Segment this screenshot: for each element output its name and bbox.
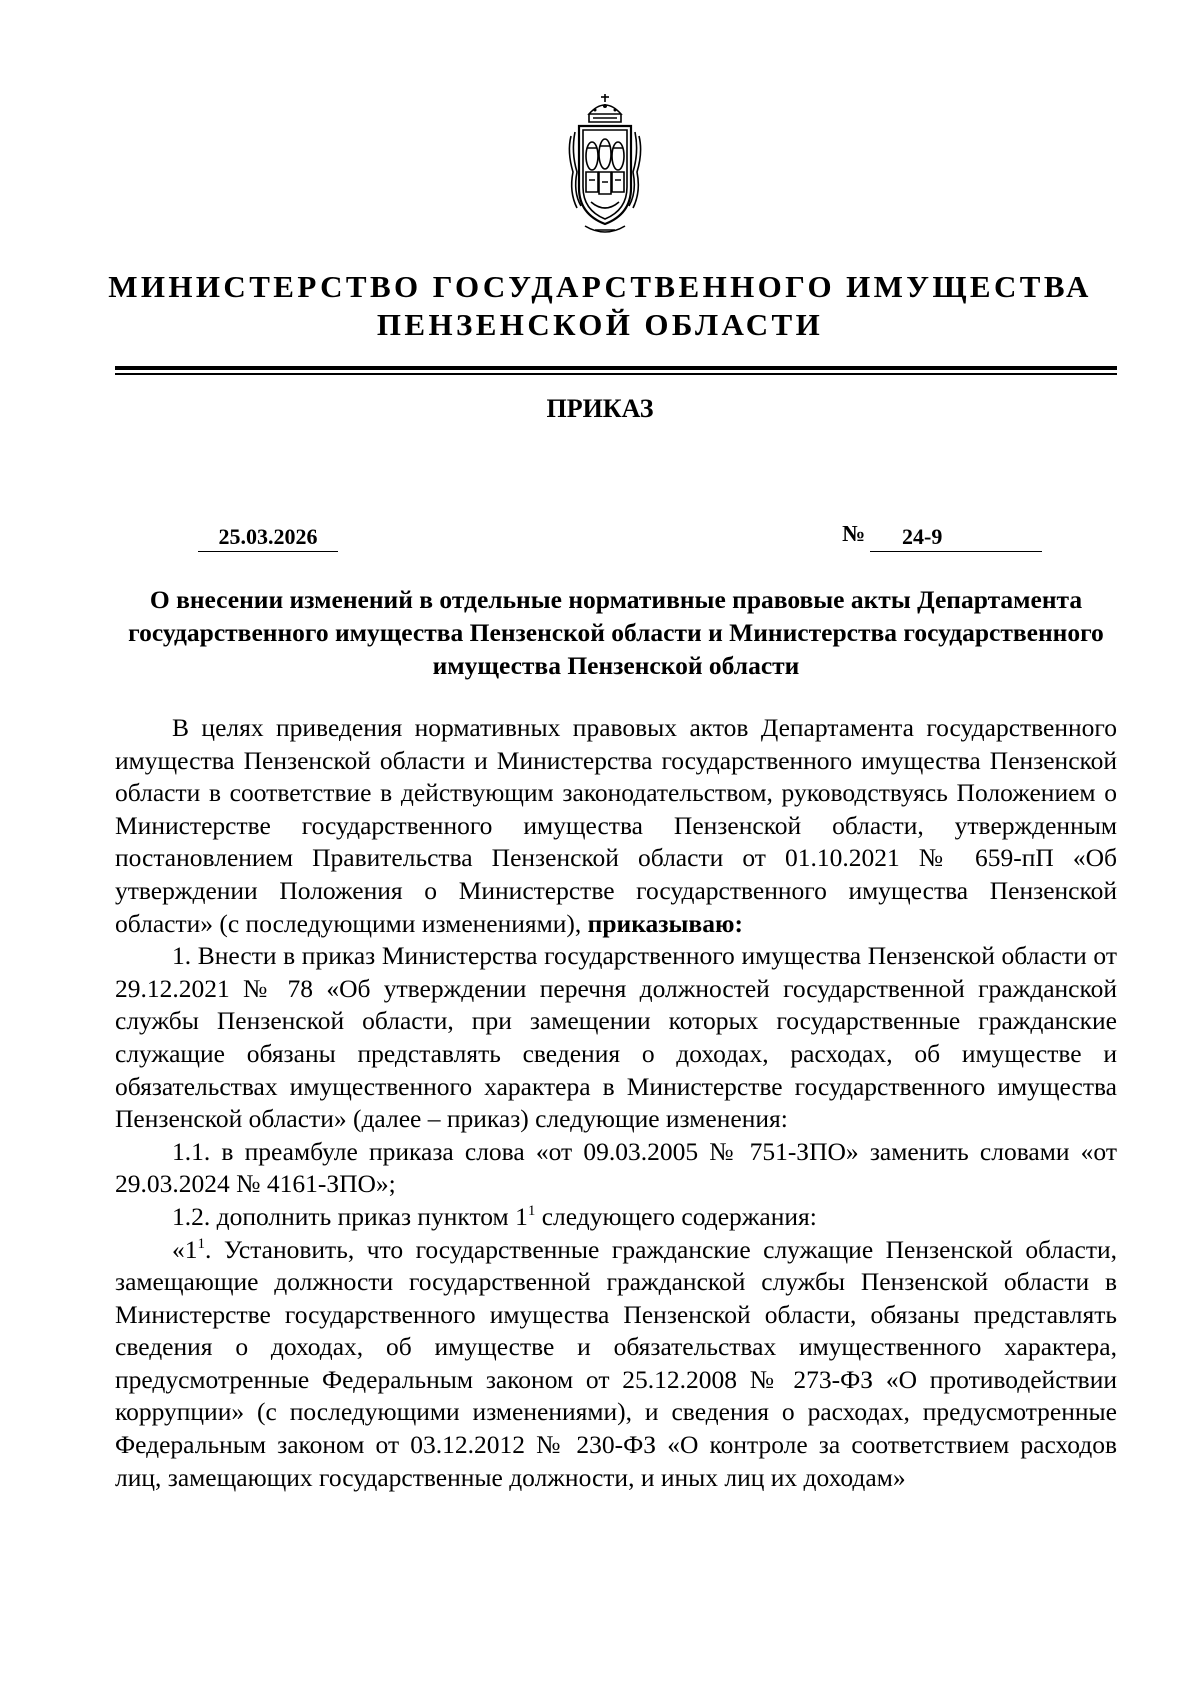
coat-of-arms-icon (565, 92, 645, 242)
organization-name-line-1: МИНИСТЕРСТВО ГОСУДАРСТВЕННОГО ИМУЩЕСТВА (108, 269, 1092, 304)
document-date: 25.03.2026 (198, 523, 338, 552)
item-1-2-text-b: следующего содержания: (535, 1201, 817, 1231)
paragraph-item-1-1: 1.1. в преамбуле приказа слова «от 09.03.2005 № 751-ЗПО» заменить словами «от 29.03.2024 № 4161-ЗПО»; (115, 1136, 1117, 1199)
paragraph-item-1: 1. Внести в приказ Министерства государственного имущества Пензенской области от 29.12.2021 № 78 «Об утверждении перечня должностей государственной гражданской службы Пензенской области, при замещении которых государственные гражданские служащие обязаны представлять сведения о доходах, расходах, об имуществе и обязательствах имущественного характера в Министерстве государственного имущества Пензенской области» (далее – приказ) следующие изменения: (115, 941, 1117, 1134)
document-number: 24-9 (902, 524, 943, 549)
paragraph-item-1-2 (115, 1201, 1117, 1234)
document-title: О внесении изменений в отдельные нормативные правовые акты Департамента государственного имущества Пензенской области и Министерства государственного имущества Пензенской области (128, 585, 1104, 680)
document-type: ПРИКАЗ (546, 394, 654, 423)
header-divider-thin (115, 373, 1117, 375)
header-divider-thick (115, 366, 1117, 370)
item-text-a: «1 (172, 1234, 198, 1264)
preamble-text: В целях приведения нормативных правовых актов Департамента государственного имущества Пензенской области и Министерства государственного имущества Пензенской области в соответствие в действующим законодательством, руководствуясь Положением о Министерстве государственного имущества Пензенской области, утвержденным постановлением Правительства Пензенской области от 01.10.2021 № 659-пП «Об утверждении Положения о Министерстве государственного имущества Пензенской области» (с последующими изменениями), (115, 713, 1117, 938)
organization-name-line-2: ПЕНЗЕНСКОЙ ОБЛАСТИ (376, 307, 824, 342)
number-sign: № (842, 521, 866, 546)
item-1-2-text-a: 1.2. дополнить приказ пунктом 1 (172, 1201, 528, 1231)
preamble-paragraph (115, 712, 1117, 940)
item-superscript: 1 (197, 1235, 205, 1252)
order-keyword: приказываю: (587, 908, 743, 938)
item-1-2-superscript: 1 (527, 1202, 536, 1219)
paragraph-item-1-superscript-1 (115, 1234, 1117, 1495)
document-number-field (870, 523, 1042, 552)
document-body (115, 712, 1117, 1494)
item-text-b: . Установить, что государственные гражданские служащие Пензенской области, замещающие должности государственной гражданской службы Пензенской области в Министерстве государственного имущества Пензенской области, обязаны представлять сведения о доходах, об имуществе и обязательствах имущественного характера, предусмотренные Федеральным законом от 25.12.2008 № 273-ФЗ «О противодействии коррупции» (с последующими изменениями), и сведения о расходах, предусмотренные Федеральным законом от 03.12.2012 № 230-ФЗ «О контроле за соответствием расходов лиц, замещающих государственные должности, и иных лиц их доходам» (115, 1234, 1117, 1492)
